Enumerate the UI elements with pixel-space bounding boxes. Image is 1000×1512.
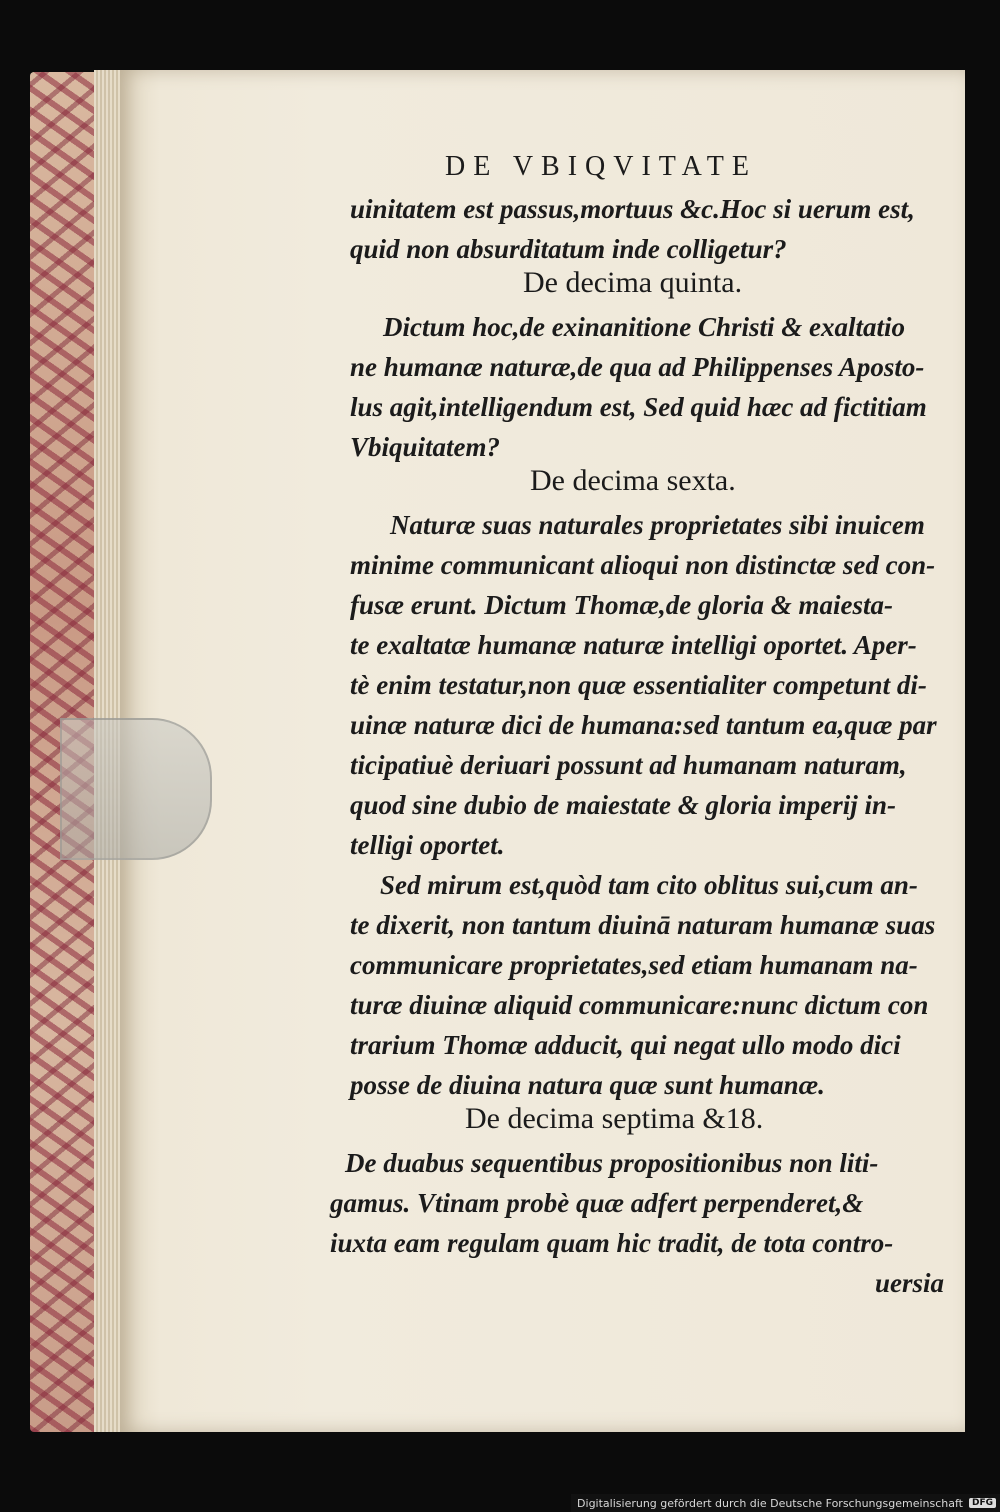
text-line-21: turæ diuinæ aliquid communicare:nunc dictum con [350,990,929,1020]
text-line-17: telligi oportet. [350,830,505,860]
text-line-25: De duabus sequentibus propositionibus non liti- [345,1148,879,1178]
footer-bar [571,1494,1000,1512]
text-line-7: Vbiquitatem? [350,432,501,462]
section-heading-15: De decima quinta. [523,266,743,299]
text-line-26: gamus. Vtinam probè quæ adfert perpenderet,& [330,1188,864,1218]
text-line-22: trarium Thomæ adducit, qui negat ullo modo dici [350,1030,901,1060]
text-line-23: posse de diuina natura quæ sunt humanæ. [350,1070,825,1100]
text-line-15: ticipatiuè deriuari possunt ad humanam naturam, [350,750,907,780]
catchword: uersia [875,1268,945,1298]
text-line-1: uinitatem est passus,mortuus &c.Hoc si uerum est, [350,194,915,224]
running-header: DE VBIQVITATE [445,151,757,182]
text-line-10: minime communicant alioqui non distinctæ sed con- [350,550,936,580]
section-heading-16: De decima sexta. [530,464,736,497]
dfg-logo-icon: DFG [969,1498,996,1508]
text-line-18: Sed mirum est,quòd tam cito oblitus sui,cum an- [380,870,918,900]
text-line-14: uinæ naturæ dici de humana:sed tantum ea,quæ par [350,710,937,740]
page-clip [60,718,212,860]
text-line-13: tè enim testatur,non quæ essentialiter competunt di- [350,670,927,700]
text-line-20: communicare proprietates,sed etiam humanam na- [350,950,918,980]
text-line-19: te dixerit, non tantum diuinā naturam humanæ suas [350,910,936,940]
funding-notice: Digitalisierung gefördert durch die Deutsche Forschungsgemeinschaft [577,1496,963,1510]
text-line-27: iuxta eam regulam quam hic tradit, de tota contro- [330,1228,894,1258]
text-line-5: ne humanæ naturæ,de qua ad Philippenses Aposto- [350,352,925,382]
text-line-6: lus agit,intelligendum est, Sed quid hæc ad fictitiam [350,392,927,422]
text-line-12: te exaltatæ humanæ naturæ intelligi oportet. Aper- [350,630,917,660]
text-line-16: quod sine dubio de maiestate & gloria imperij in- [350,790,897,820]
text-line-9: Naturæ suas naturales proprietates sibi inuicem [390,510,925,540]
text-line-11: fusæ erunt. Dictum Thomæ,de gloria & maiesta- [350,590,894,620]
text-line-4: Dictum hoc,de exinanitione Christi & exaltatio [383,312,906,342]
section-heading-17: De decima septima &18. [465,1102,764,1135]
text-line-2: quid non absurditatum inde colligetur? [350,234,787,264]
